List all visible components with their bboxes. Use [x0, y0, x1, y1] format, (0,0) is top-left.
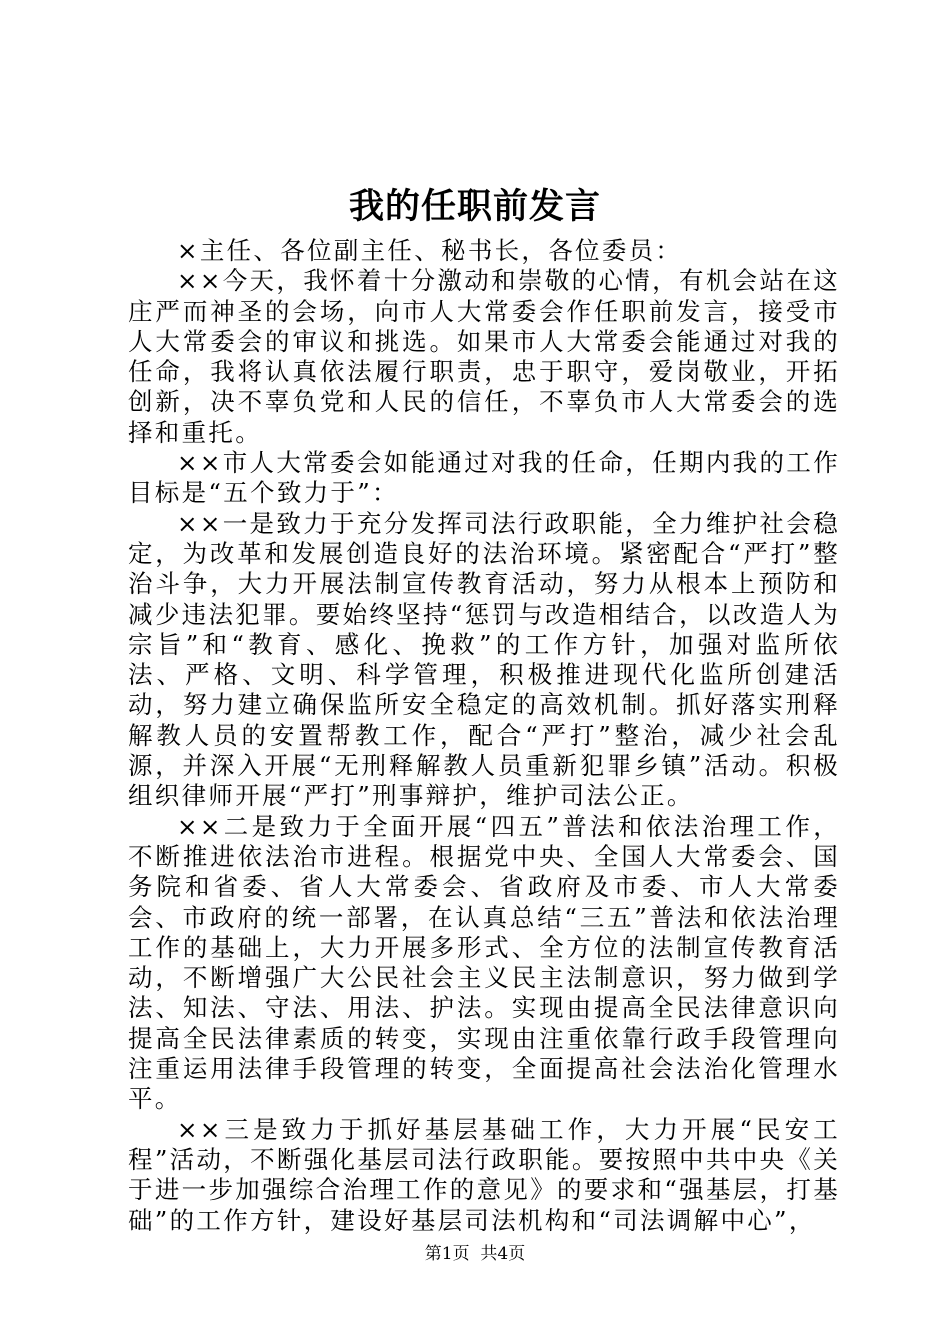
page-footer	[0, 1243, 950, 1265]
page-number: 第1页	[424, 1244, 470, 1264]
salutation-paragraph: ×主任、各位副主任、秘书长，各位委员：	[177, 236, 683, 265]
body-paragraph: ××三是致力于抓好基层基础工作，大力开展“民安工程”活动，不断强化基层司法行政职能。要按照中共中央《关于进一步加强综合治理工作的意见》的要求和“强基层，打基础”的工作方针，建设好基层司法机构和“司法调解中心”，	[128, 1114, 840, 1235]
body-paragraph: ××一是致力于充分发挥司法行政职能，全力维护社会稳定，为改革和发展创造良好的法治环境。紧密配合“严打”整治斗争，大力开展法制宣传教育活动，努力从根本上预防和减少违法犯罪。要始终坚持“惩罚与改造相结合，以改造人为宗旨”和“教育、感化、挽救”的工作方针，加强对监所依法、严格、文明、科学管理，积极推进现代化监所创建活动，努力建立确保监所安全稳定的高效机制。抓好落实刑释解教人员的安置帮教工作，配合“严打”整治，减少社会乱源，并深入开展“无刑释解教人员重新犯罪乡镇”活动。积极组织律师开展“严打”刑事辩护，维护司法公正。	[128, 508, 840, 811]
body-paragraph: ××市人大常委会如能通过对我的任命，任期内我的工作目标是“五个致力于”：	[128, 448, 840, 508]
body-paragraph: ××今天，我怀着十分激动和崇敬的心情，有机会站在这庄严而神圣的会场，向市人大常委会作任职前发言，接受市人大常委会的审议和挑选。如果市人大常委会能通过对我的任命，我将认真依法履行职责，忠于职守，爱岗敬业，开拓创新，决不辜负党和人民的信任，不辜负市人大常委会的选择和重托。	[128, 266, 840, 447]
page-total: 共4页	[480, 1244, 526, 1264]
document-title: 我的任职前发言	[348, 186, 601, 227]
body-paragraph: ××二是致力于全面开展“四五”普法和依法治理工作，不断推进依法治市进程。根据党中央、全国人大常委会、国务院和省委、省人大常委会、省政府及市委、市人大常委会、市政府的统一部署，在认真总结“三五”普法和依法治理工作的基础上，大力开展多形式、全方位的法制宣传教育活动，不断增强广大公民社会主义民主法制意识，努力做到学法、知法、守法、用法、护法。实现由提高全民法律意识向提高全民法律素质的转变，实现由注重依靠行政手段管理向注重运用法律手段管理的转变，全面提高社会法治化管理水平。	[128, 811, 840, 1114]
document-body	[128, 236, 840, 1236]
